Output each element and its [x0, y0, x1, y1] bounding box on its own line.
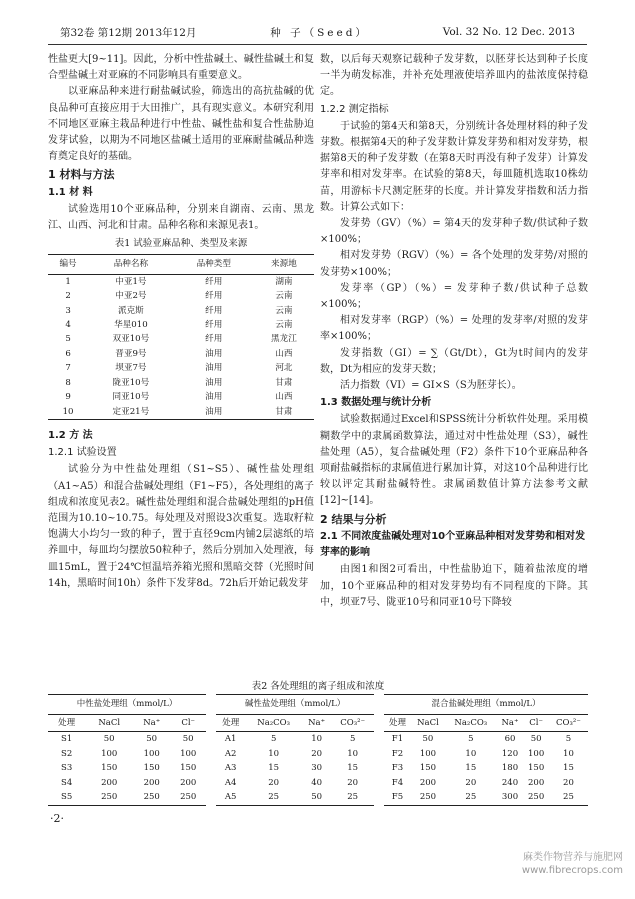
- table-cell: A2: [224, 748, 237, 759]
- table-cell: 20: [465, 777, 477, 788]
- table-cell: 200: [528, 777, 545, 788]
- table-cell: 10: [465, 748, 477, 759]
- column-header: 处理: [216, 714, 245, 732]
- table-group-row: [48, 695, 588, 715]
- table-cell: 黑龙江: [271, 334, 297, 345]
- table-cell: 150: [143, 763, 160, 773]
- table-cell: 25: [549, 790, 588, 805]
- column-header: CO₃²⁻: [549, 714, 588, 732]
- table-cell: 山西: [275, 348, 293, 359]
- watermark: [522, 851, 623, 877]
- table-cell: 240: [501, 777, 519, 788]
- table-row: [48, 405, 314, 420]
- table2-container: [48, 676, 588, 806]
- table-cell: 50: [530, 734, 542, 744]
- table-cell: S4: [61, 777, 73, 788]
- header-rule: [48, 44, 587, 45]
- column-header: Na⁺: [133, 714, 170, 732]
- table-cell: 纤用: [205, 291, 223, 302]
- table-cell: 云南: [275, 305, 293, 316]
- table2-caption: 表2 各处理组的离子组成和浓度: [251, 681, 385, 692]
- table-row: [48, 332, 314, 346]
- formula: 发芽率（GP）（%）= 发芽种子数/供试种子总数×100%；: [320, 282, 588, 311]
- table-cell: 150: [180, 763, 197, 773]
- table-cell: 10: [48, 405, 88, 420]
- column-header: 品种名称: [88, 255, 174, 274]
- subsection-heading: 1.3 数据处理与统计分析: [320, 397, 432, 409]
- table-cell: 纤用: [205, 320, 223, 331]
- table-cell: 油用: [174, 405, 254, 420]
- table-cell: 中亚1号: [115, 276, 147, 287]
- subsection-heading: 1.2 方 法: [48, 429, 93, 441]
- group-header: 碱性盐处理组（mmol/L）: [216, 695, 374, 715]
- column-spacer: [374, 776, 384, 791]
- table-cell: 晋亚9号: [115, 348, 147, 359]
- table-cell: 4: [65, 320, 71, 331]
- table-cell: 15: [347, 763, 359, 773]
- table-cell: A1: [224, 734, 237, 744]
- table-cell: 250: [523, 790, 549, 805]
- table1-caption: 表1 试验亚麻品种、类型及来源: [114, 238, 248, 250]
- table-row: [48, 274, 314, 289]
- table-cell: 纤用: [205, 334, 223, 345]
- table-row: [48, 732, 588, 747]
- table-cell: F2: [391, 748, 404, 759]
- body-paragraph: 数，以后每天观察记载种子发芽数，以胚芽长达到种子长度一半为萌发标准，并补充处理液使培养皿内的盐浓度保持稳定。: [320, 54, 588, 98]
- header-volume-info: 第32卷 第12期 2013年12月: [60, 26, 197, 39]
- column-header: Cl⁻: [523, 714, 549, 732]
- table-cell: F1: [391, 734, 404, 744]
- table-row: [48, 390, 314, 404]
- subsection-heading: 2.1 不同浓度盐碱处理对10个亚麻品种相对发芽势和相对发芽率的影响: [320, 530, 586, 559]
- formula: 发芽指数（GI）= ∑（Gt/Dt），Gt为t时间内的发芽数，Dt为相应的发芽天数；: [320, 347, 588, 375]
- table-cell: 油用: [205, 348, 223, 359]
- table-cell: 250: [85, 790, 133, 805]
- subsubsection-heading: 1.2.1 试验设置: [48, 447, 117, 459]
- table-cell: 60: [504, 734, 516, 744]
- body-paragraph: 试验选用10个亚麻品种，分别来自湖南、云南、黑龙江、山西、河北和甘肃。品种名称和来源见表1。: [48, 203, 314, 232]
- table-cell: S3: [61, 763, 73, 773]
- table-cell: 5: [65, 334, 71, 345]
- table-cell: 10: [268, 748, 280, 759]
- table-cell: S5: [48, 790, 85, 805]
- table-row: [48, 790, 588, 805]
- subsection-heading: 1.1 材 料: [48, 186, 93, 198]
- section-heading: 1 材料与方法: [48, 168, 115, 182]
- column-spacer: [206, 761, 216, 776]
- group-header: 混合盐碱处理组（mmol/L）: [384, 695, 588, 715]
- table-cell: 甘肃: [254, 405, 314, 420]
- table-cell: 湖南: [275, 276, 293, 287]
- table-cell: 山西: [275, 392, 293, 403]
- table-cell: 1: [65, 276, 71, 287]
- header-volume-info-en: Vol. 32 No. 12 Dec. 2013: [442, 26, 575, 38]
- table-cell: S1: [61, 734, 73, 744]
- table-cell: 25: [331, 790, 374, 805]
- table-row: [48, 361, 314, 375]
- table-cell: 100: [528, 748, 545, 759]
- table-cell: 双亚10号: [112, 334, 150, 345]
- table-cell: 云南: [275, 291, 293, 302]
- column-spacer: [206, 776, 216, 791]
- table-cell: 5: [565, 734, 572, 744]
- table-cell: 25: [245, 790, 302, 805]
- table-cell: 10: [347, 748, 359, 759]
- group-header: 中性盐处理组（mmol/L）: [48, 695, 206, 715]
- column-header: NaCl: [85, 714, 133, 732]
- table-cell: 120: [501, 748, 519, 759]
- table-cell: 20: [563, 777, 574, 788]
- table-cell: 25: [445, 790, 497, 805]
- formula: 发芽势（GV）（%）= 第4天的发芽种子数/供试种子数×100%；: [320, 218, 588, 246]
- table-cell: 10: [563, 748, 574, 759]
- column-spacer: [374, 747, 384, 762]
- formula: 相对发芽率（RGP）（%）= 处理的发芽率/对照的发芽率×100%；: [320, 315, 588, 343]
- watermark-url: www.fibrecrops.com: [521, 865, 623, 876]
- body-paragraph: 试验数据通过Excel和SPSS统计分析软件处理。采用模糊数学中的隶属函数算法，通过对中性盐处理（S3），碱性盐处理（A5），复合盐碱处理（F2）条件下10个亚麻品种各项耐盐碱指标的隶属值进行累加计算，对这10个品种进行比较以评定其耐盐碱特性。隶属函数值计算方法参考文献[12]~[14]。: [320, 414, 588, 507]
- table-cell: 180: [501, 763, 519, 773]
- section-heading: 2 结果与分析: [320, 512, 387, 526]
- table-cell: A5: [216, 790, 245, 805]
- table-cell: S2: [61, 748, 73, 759]
- table-cell: 7: [65, 363, 71, 374]
- table-row: [48, 376, 314, 390]
- table-cell: F4: [391, 777, 404, 788]
- body-paragraph: 由图1和图2可看出，中性盐胁迫下，随着盐浓度的增加，10个亚麻品种的相对发芽势均有不同程度的下降。其中，坝亚7号、陇亚10号和同亚10号下降较: [320, 564, 588, 608]
- table-row: [48, 318, 314, 332]
- column-header: Cl⁻: [170, 714, 206, 732]
- intro-paragraph: 性盐更大[9~11]。因此，分析中性盐碱土、碱性盐碱土和复合型盐碱土对亚麻的不同影响具有重要意义。: [48, 54, 314, 82]
- table-row: [48, 304, 314, 318]
- column-spacer: [206, 747, 216, 762]
- table-cell: 纤用: [205, 276, 223, 287]
- table-cell: 200: [180, 777, 197, 788]
- table-cell: 50: [422, 734, 434, 744]
- table-cell: 5: [349, 734, 356, 744]
- table-cell: A4: [224, 777, 237, 788]
- column-spacer: [206, 790, 216, 805]
- table-cell: 云南: [275, 320, 293, 331]
- formula: 相对发芽势（RGV）（%）= 各个处理的发芽势/对照的发芽势×100%；: [320, 250, 588, 278]
- table-cell: 20: [347, 777, 359, 788]
- table-cell: 150: [528, 763, 545, 773]
- column-header: 来源地: [254, 255, 314, 274]
- body-paragraph: 试验分为中性盐处理组（S1~S5）、碱性盐处理组（A1~A5）和混合盐碱处理组（F1~F5），各处理组的离子组成和浓度见表2。碱性盐处理组和混合盐碱处理组的pH值范围为10.10~10.75。每处理及对照设3次重复。选取籽粒饱满大小均匀一致的种子，置于直径9cm内铺2层滤纸的培养皿中，每皿均匀摆放50粒种子，然后分别加入处理液，每皿15mL，置于24℃恒温培养箱光照和黑暗交替（光照时间14h，黑暗时间10h）条件下发芽8d。72h后开始记载发芽: [48, 464, 314, 589]
- table-cell: 甘肃: [275, 377, 293, 388]
- table-cell: 150: [419, 763, 437, 773]
- table-cell: 陇亚10号: [112, 377, 150, 388]
- formula: 活力指数（VI）= GI×S（S为胚芽长）。: [340, 380, 522, 392]
- table-cell: 5: [468, 734, 474, 744]
- watermark-title: 麻类作物营养与施肥网: [523, 852, 623, 863]
- table-cell: 100: [419, 748, 437, 759]
- table-cell: 40: [311, 777, 323, 788]
- table-cell: A3: [224, 763, 237, 773]
- table-cell: 30: [311, 763, 323, 773]
- left-column: [48, 52, 314, 592]
- table-cell: F3: [391, 763, 404, 773]
- table-cell: 15: [563, 763, 574, 773]
- table-cell: 纤用: [205, 305, 223, 316]
- table-cell: 油用: [205, 377, 223, 388]
- table-cell: 20: [268, 777, 280, 788]
- table-cell: F5: [384, 790, 411, 805]
- table-cell: 5: [270, 734, 277, 744]
- table-cell: 坝亚7号: [115, 363, 147, 374]
- table-cell: 油用: [205, 363, 223, 374]
- table-cell: 200: [101, 777, 118, 788]
- table-cell: 50: [182, 734, 194, 744]
- table-row: [48, 289, 314, 303]
- page-number: ·2·: [50, 812, 64, 825]
- column-header: 处理: [48, 714, 85, 732]
- intro-paragraph: 以亚麻品种来进行耐盐碱试验，筛选出的高抗盐碱的优良品种可直接应用于大田推广，具有现实意义。本研究利用不同地区亚麻主栽品种进行中性盐、碱性盐和复合性盐胁迫发芽试验，以期为不同地区盐碱土适用的亚麻耐盐碱品种选育奠定良好的基础。: [48, 86, 314, 163]
- column-header: 处理: [384, 714, 411, 732]
- table-cell: 300: [497, 790, 524, 805]
- table-header-row: [48, 714, 588, 732]
- table-cell: 150: [101, 763, 118, 773]
- table-cell: 100: [101, 748, 118, 759]
- header-journal-title: 种 子（Seed）: [270, 26, 369, 39]
- table-cell: 20: [311, 748, 323, 759]
- table-row: [48, 347, 314, 361]
- table-header-row: [48, 255, 314, 274]
- running-header: [60, 22, 575, 42]
- table-cell: 200: [419, 777, 437, 788]
- table-cell: 15: [268, 763, 280, 773]
- column-header: Na⁺: [302, 714, 331, 732]
- table-cell: 中亚2号: [115, 291, 147, 302]
- table-cell: 6: [65, 348, 71, 359]
- table-cell: 10: [311, 734, 323, 744]
- table-cell: 50: [146, 734, 158, 744]
- column-header: CO₃²⁻: [331, 714, 374, 732]
- table-cell: 50: [103, 734, 115, 744]
- right-column: [320, 52, 588, 611]
- table-cell: 50: [302, 790, 331, 805]
- column-header: Na₂CO₃: [245, 714, 302, 732]
- column-spacer: [374, 790, 384, 805]
- column-spacer: [374, 732, 384, 747]
- table-cell: 3: [65, 305, 71, 316]
- table1: [48, 254, 314, 419]
- table-cell: 100: [143, 748, 160, 759]
- table-row: [48, 747, 588, 762]
- table-cell: 派克斯: [117, 305, 144, 316]
- column-header: NaCl: [411, 714, 445, 732]
- column-header: 编号: [48, 255, 88, 274]
- table-cell: 河北: [275, 363, 293, 374]
- table-cell: 定亚21号: [88, 405, 174, 420]
- table-cell: 100: [180, 748, 197, 759]
- table-cell: 8: [65, 377, 71, 388]
- table-cell: 250: [133, 790, 170, 805]
- table2: [48, 694, 588, 806]
- column-header: Na⁺: [497, 714, 524, 732]
- table-cell: 200: [143, 777, 160, 788]
- table-cell: 250: [411, 790, 445, 805]
- table-row: [48, 761, 588, 776]
- table-cell: 2: [65, 291, 71, 302]
- column-spacer: [206, 732, 216, 747]
- table-cell: 15: [465, 763, 477, 773]
- table-cell: 油用: [205, 392, 223, 403]
- table-cell: 9: [65, 392, 71, 403]
- column-header: Na₂CO₃: [445, 714, 497, 732]
- table-cell: 华星010: [114, 320, 148, 331]
- column-header: 品种类型: [174, 255, 254, 274]
- table-cell: 同亚10号: [112, 392, 150, 403]
- table-row: [48, 776, 588, 791]
- table-cell: 250: [170, 790, 206, 805]
- column-spacer: [374, 761, 384, 776]
- body-paragraph: 于试验的第4天和第8天，分别统计各处理材料的种子发芽数。根据第4天的种子发芽数计算发芽势和相对发芽势，根据第8天的种子发芽数（在第8天时再没有种子发芽）计算发芽率和相对发芽率。在试验的第8天，每皿随机选取10株幼苗，用游标卡尺测定胚芽的长度。并计算发芽指数和活力指数。计算公式如下：: [320, 120, 588, 213]
- subsubsection-heading: 1.2.2 测定指标: [320, 103, 389, 115]
